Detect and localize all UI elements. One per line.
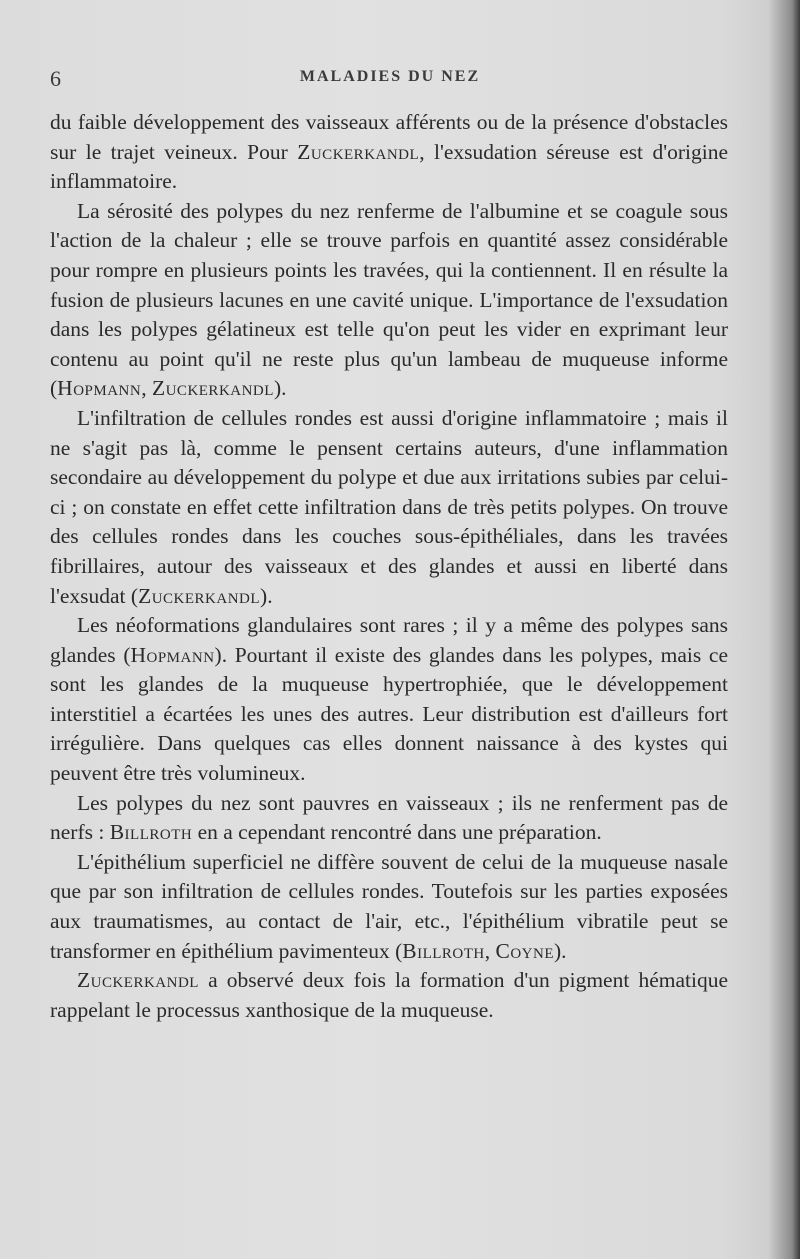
text-run: Les néoformations glandulaires sont rares ; il y a même des polypes sans glandes ( <box>50 613 728 667</box>
author-name: Zuckerkandl <box>77 968 199 993</box>
text-run: La sérosité des polypes du nez renferme de l'albumine et se coagule sous l'action de la chaleur ; elle se trouve parfois en quantité assez considérable pour rompre en plusieurs points les travées, qui la contiennent. Il en résulte la fusion de plusieurs lacunes en une cavité unique. L'importance de l'exsudation dans les polypes gélatineux est telle qu'on peut les vider en exprimant leur contenu au point qu'il ne reste plus qu'un lambeau de muqueuse informe ( <box>50 198 728 401</box>
text-run: L'épithélium superficiel ne diffère souvent de celui de la muqueuse nasale que par son infiltration de cellules rondes. Toutefois sur les parties exposées aux traumatismes, au contact de l'air, etc., l'épithélium vibratile peut se transformer en épithélium pavimenteux ( <box>50 849 728 963</box>
page-header <box>50 66 730 96</box>
author-name: Hopmann <box>130 642 215 667</box>
author-name: Zuckerkandl <box>138 583 261 608</box>
author-name: Billroth <box>109 820 193 845</box>
paragraph <box>50 197 728 404</box>
author-name: Coyne <box>495 938 555 963</box>
author-name: Billroth <box>402 938 485 963</box>
body-text <box>50 108 728 1025</box>
author-name: Hopmann <box>57 376 142 401</box>
text-run: ). <box>273 376 287 401</box>
text-run: ). <box>554 938 567 963</box>
running-title: MALADIES DU NEZ <box>299 68 481 85</box>
text-run: a observé deux fois la formation d'un pigment hématique rappelant le processus xanthosique de la muqueuse. <box>50 968 728 1022</box>
paragraph <box>50 966 728 1025</box>
author-name: Zuckerkandl <box>297 139 420 164</box>
text-run: L'infiltration de cellules rondes est aussi d'origine inflammatoire ; mais il ne s'agit pas là, comme le pensent certains auteurs, d'une inflammation secondaire au développement du polype et due aux irritations subies par celui-ci ; on constate en effet cette infiltration dans de très petits polypes. On trouve des cellules rondes dans les couches sous-épithéliales, dans les travées fibrillaires, autour des vaisseaux et des glandes et aussi en liberté dans l'exsudat ( <box>50 405 728 608</box>
text-run: , l'exsudation séreuse est d'origine inflammatoire. <box>50 139 728 194</box>
paragraph <box>50 848 728 966</box>
text-run: du faible développement des vaisseaux afférents ou de la présence d'obstacles sur le trajet veineux. Pour <box>50 110 728 164</box>
text-run: Les polypes du nez sont pauvres en vaisseaux ; ils ne renferment pas de nerfs : <box>50 790 728 845</box>
page-number: 6 <box>50 66 61 91</box>
paragraph <box>50 108 728 197</box>
text-run: ). Pourtant il existe des glandes dans les polypes, mais ce sont les glandes de la muqueuse hypertrophiée, que le développement interstitiel a écartées les unes des autres. Leur distribution est d'ailleurs fort irrégulière. Dans quelques cas elles donnent naissance à des kystes qui peuvent être très volumineux. <box>50 642 728 786</box>
text-run: ). <box>260 583 273 608</box>
text-run: , <box>484 938 496 963</box>
paragraph <box>50 789 728 848</box>
author-name: Zuckerkandl <box>151 376 274 401</box>
paragraph <box>50 404 728 611</box>
text-run: , <box>141 376 152 401</box>
paragraph <box>50 611 728 789</box>
text-run: en a cependant rencontré dans une préparation. <box>192 820 602 845</box>
